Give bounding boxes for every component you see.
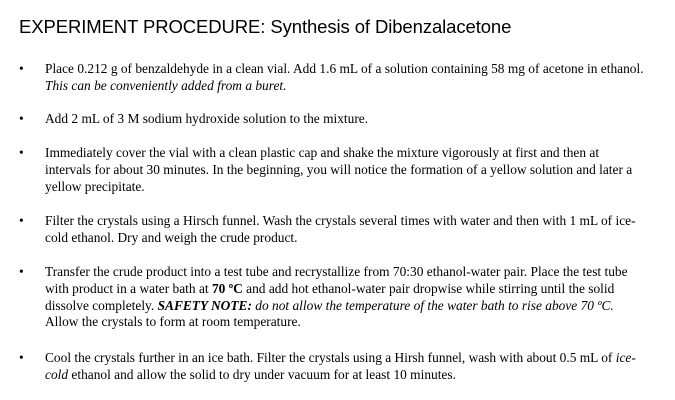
- step-text: [45, 264, 645, 331]
- step-text-segment: ethanol and allow the solid to dry under vacuum for at least 10 minutes.: [68, 366, 456, 382]
- step-text-segment: Place 0.212 g of benzaldehyde in a clean vial. Add 1.6 mL of a solution containing 58 mg of acetone in ethanol.: [45, 61, 644, 76]
- step-text-segment: Immediately cover the vial with a clean plastic cap and shake the mixture vigorously at first and then at intervals for about 30 minutes. In the beginning, you will notice the formation of a yellow solution and later a yellow precipitate.: [45, 145, 633, 194]
- step-text-segment: Allow the crystals to form at room temperature.: [45, 314, 301, 330]
- step-text: [45, 145, 645, 195]
- temperature-bold: 70 ºC: [211, 280, 243, 296]
- step-text-segment: Filter the crystals using a Hirsch funnel. Wash the crystals several times with water and then with 1 mL of ice-cold ethanol. Dry and weigh the crude product.: [45, 213, 636, 245]
- bullet-icon: •: [19, 350, 24, 365]
- step-text-segment: Transfer the crude product into a test tube and recrystallize from 70:30 ethanol-water pair. Place the test tube with product in a water bath at: [45, 264, 628, 296]
- step-text: [45, 61, 645, 95]
- step-text-segment: Add 2 mL of 3 M sodium hydroxide solution to the mixture.: [45, 111, 369, 126]
- page-title: EXPERIMENT PROCEDURE: Synthesis of Dibenzalacetone: [19, 16, 512, 37]
- bullet-icon: •: [19, 111, 24, 126]
- step-text: [45, 213, 645, 247]
- step-text-segment: and add hot ethanol-water pair dropwise while stirring until the solid dissolve completely.: [45, 280, 615, 313]
- step-text-italic: This can be conveniently added from a buret.: [45, 77, 287, 93]
- step-text-segment: Cool the crystals further in an ice bath. Filter the crystals using a Hirsh funnel, wash with about 0.5 mL of: [45, 350, 616, 365]
- bullet-icon: •: [19, 264, 24, 279]
- bullet-icon: •: [19, 213, 24, 228]
- step-text: [45, 111, 645, 128]
- safety-note-label: SAFETY NOTE:: [157, 297, 252, 313]
- step-text-italic: ice-cold: [45, 350, 636, 382]
- bullet-icon: •: [19, 61, 24, 76]
- step-text: [45, 350, 645, 384]
- safety-note-text: do not allow the temperature of the water bath to rise above 70 ºC.: [251, 297, 614, 313]
- bullet-icon: •: [19, 145, 24, 160]
